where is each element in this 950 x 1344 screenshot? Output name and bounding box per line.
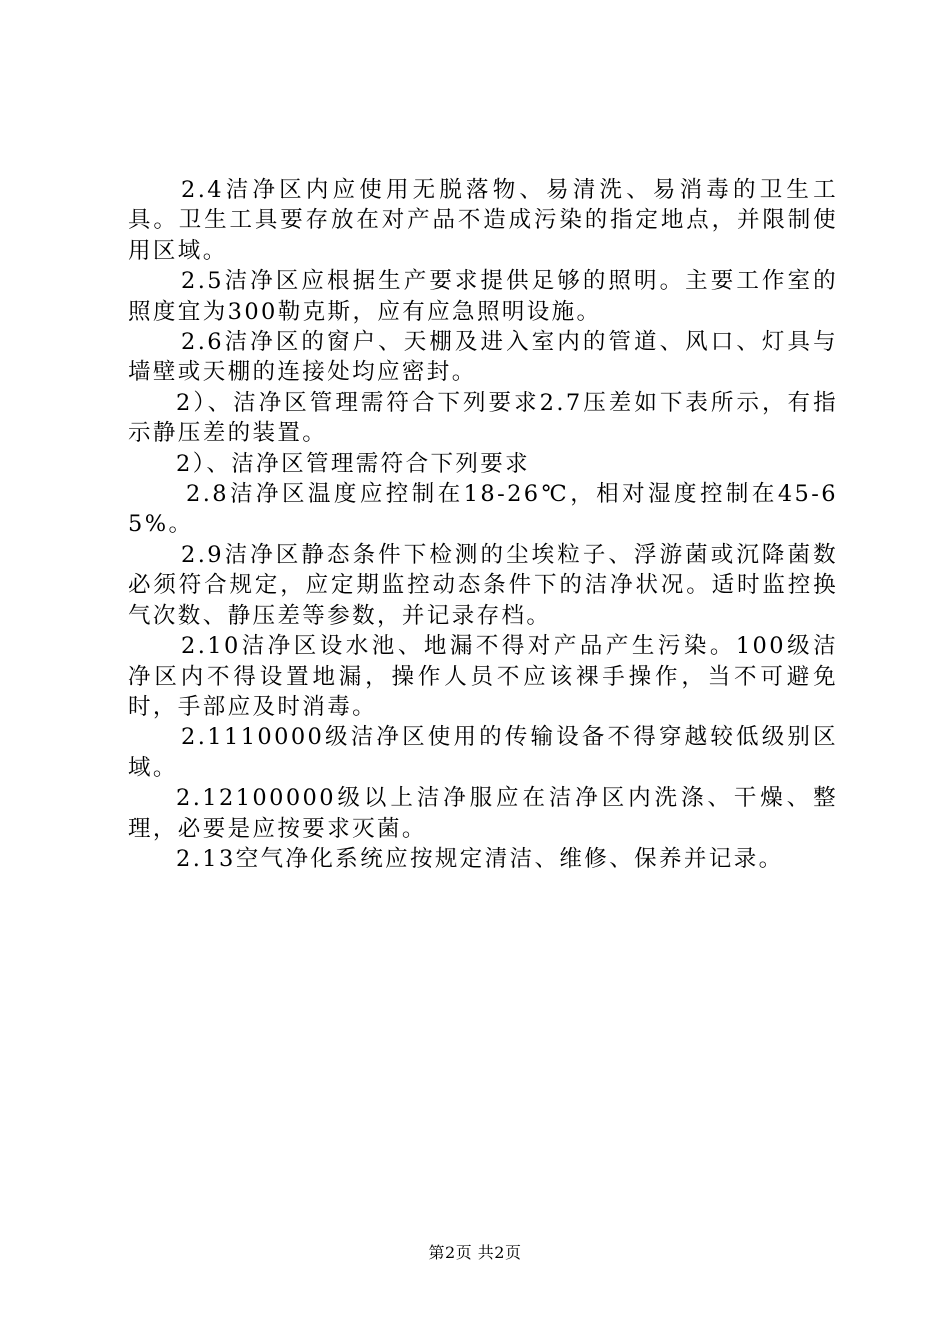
page-number-footer: 第2页 共2页 (428, 1243, 522, 1262)
paragraph-2-5: 2.5洁净区应根据生产要求提供足够的照明。主要工作室的照度宜为300勒克斯，应有应急照明设施。 (128, 268, 838, 325)
paragraph-2-11: 2.1110000级洁净区使用的传输设备不得穿越较低级别区域。 (128, 724, 838, 781)
paragraph-2-13: 2.13空气净化系统应按规定清洁、维修、保养并记录。 (176, 845, 784, 872)
paragraph-requirements-2-7: 2）、洁净区管理需符合下列要求2.7压差如下表所示，有指示静压差的装置。 (128, 389, 838, 447)
paragraph-2-9: 2.9洁净区静态条件下检测的尘埃粒子、浮游菌或沉降菌数必须符合规定，应定期监控动态条件下的洁净状况。适时监控换气次数、静压差等参数，并记录存档。 (128, 541, 838, 629)
paragraph-2-4: 2.4洁净区内应使用无脱落物、易清洗、易消毒的卫生工具。卫生工具要存放在对产品不造成污染的指定地点，并限制使用区域。 (128, 177, 838, 264)
paragraph-requirements-heading: 2）、洁净区管理需符合下列要求 (176, 450, 531, 477)
paragraph-2-6: 2.6洁净区的窗户、天棚及进入室内的管道、风口、灯具与墙壁或天棚的连接处均应密封。 (128, 329, 838, 386)
document-body (128, 175, 838, 874)
paragraph-2-10: 2.10洁净区设水池、地漏不得对产品产生污染。100级洁净区内不得设置地漏，操作人员不应该裸手操作，当不可避免时，手部应及时消毒。 (128, 633, 838, 720)
paragraph-2-8: 2.8洁净区温度应控制在18-26℃，相对湿度控制在45-65%。 (128, 481, 838, 538)
paragraph-2-12: 2.12100000级以上洁净服应在洁净区内洗涤、干燥、整理，必要是应按要求灭菌。 (128, 785, 838, 842)
